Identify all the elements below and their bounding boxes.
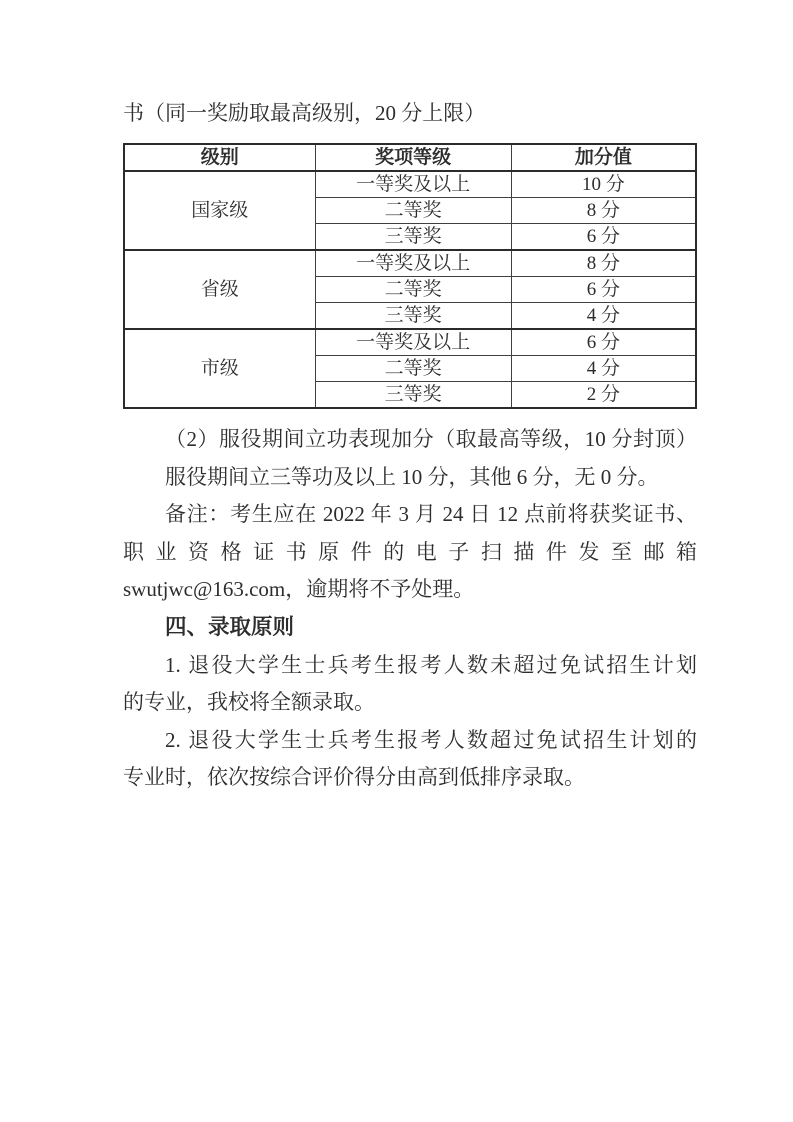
points-cell: 2 分 <box>511 382 696 409</box>
grade-cell: 二等奖 <box>315 277 511 303</box>
grade-cell: 三等奖 <box>315 382 511 409</box>
merit-bonus-line: （2）服役期间立功表现加分（取最高等级，10 分封顶） <box>165 427 697 451</box>
grade-cell: 一等奖及以上 <box>315 250 511 277</box>
principle-1-line-2: 的专业，我校将全额录取。 <box>123 690 375 715</box>
section-heading-admission-principles: 四、录取原则 <box>165 614 295 639</box>
document-content <box>123 0 697 797</box>
grade-cell: 一等奖及以上 <box>315 171 511 198</box>
grade-cell: 二等奖 <box>315 356 511 382</box>
points-cell: 6 分 <box>511 329 696 356</box>
points-cell: 4 分 <box>511 356 696 382</box>
points-cell: 4 分 <box>511 303 696 330</box>
table-header-row <box>124 144 696 171</box>
points-cell: 8 分 <box>511 250 696 277</box>
col-header-level: 级别 <box>124 144 315 171</box>
grade-cell: 三等奖 <box>315 224 511 251</box>
principle-2-line-2: 专业时，依次按综合评价得分由高到低排序录取。 <box>123 765 585 790</box>
grade-cell: 三等奖 <box>315 303 511 330</box>
intro-line: 书（同一奖励取最高级别，20 分上限） <box>123 101 486 125</box>
principle-1-line-1: 1. 退役大学生士兵考生报考人数未超过免试招生计划 <box>165 652 697 677</box>
points-cell: 8 分 <box>511 198 696 224</box>
level-cell-provincial: 省级 <box>124 250 315 329</box>
col-header-points: 加分值 <box>511 144 696 171</box>
table-row <box>124 250 696 277</box>
note-line-2: 职业资格证书原件的电子扫描件发至邮箱 <box>123 539 697 564</box>
note-line-1: 备注：考生应在 2022 年 3 月 24 日 12 点前将获奖证书、 <box>165 502 697 527</box>
table-row <box>124 171 696 198</box>
points-cell: 6 分 <box>511 224 696 251</box>
merit-detail-line: 服役期间立三等功及以上 10 分，其他 6 分，无 0 分。 <box>165 464 659 489</box>
col-header-grade: 奖项等级 <box>315 144 511 171</box>
points-cell: 10 分 <box>511 171 696 198</box>
body-text-block <box>123 421 697 797</box>
grade-cell: 二等奖 <box>315 198 511 224</box>
table-row <box>124 329 696 356</box>
level-cell-municipal: 市级 <box>124 329 315 408</box>
bonus-points-table <box>123 143 697 409</box>
principle-2-line-1: 2. 退役大学生士兵考生报考人数超过免试招生计划的 <box>165 727 697 752</box>
note-line-email: swutjwc@163.com，逾期将不予处理。 <box>123 577 475 602</box>
grade-cell: 一等奖及以上 <box>315 329 511 356</box>
level-cell-national: 国家级 <box>124 171 315 250</box>
points-cell: 6 分 <box>511 277 696 303</box>
